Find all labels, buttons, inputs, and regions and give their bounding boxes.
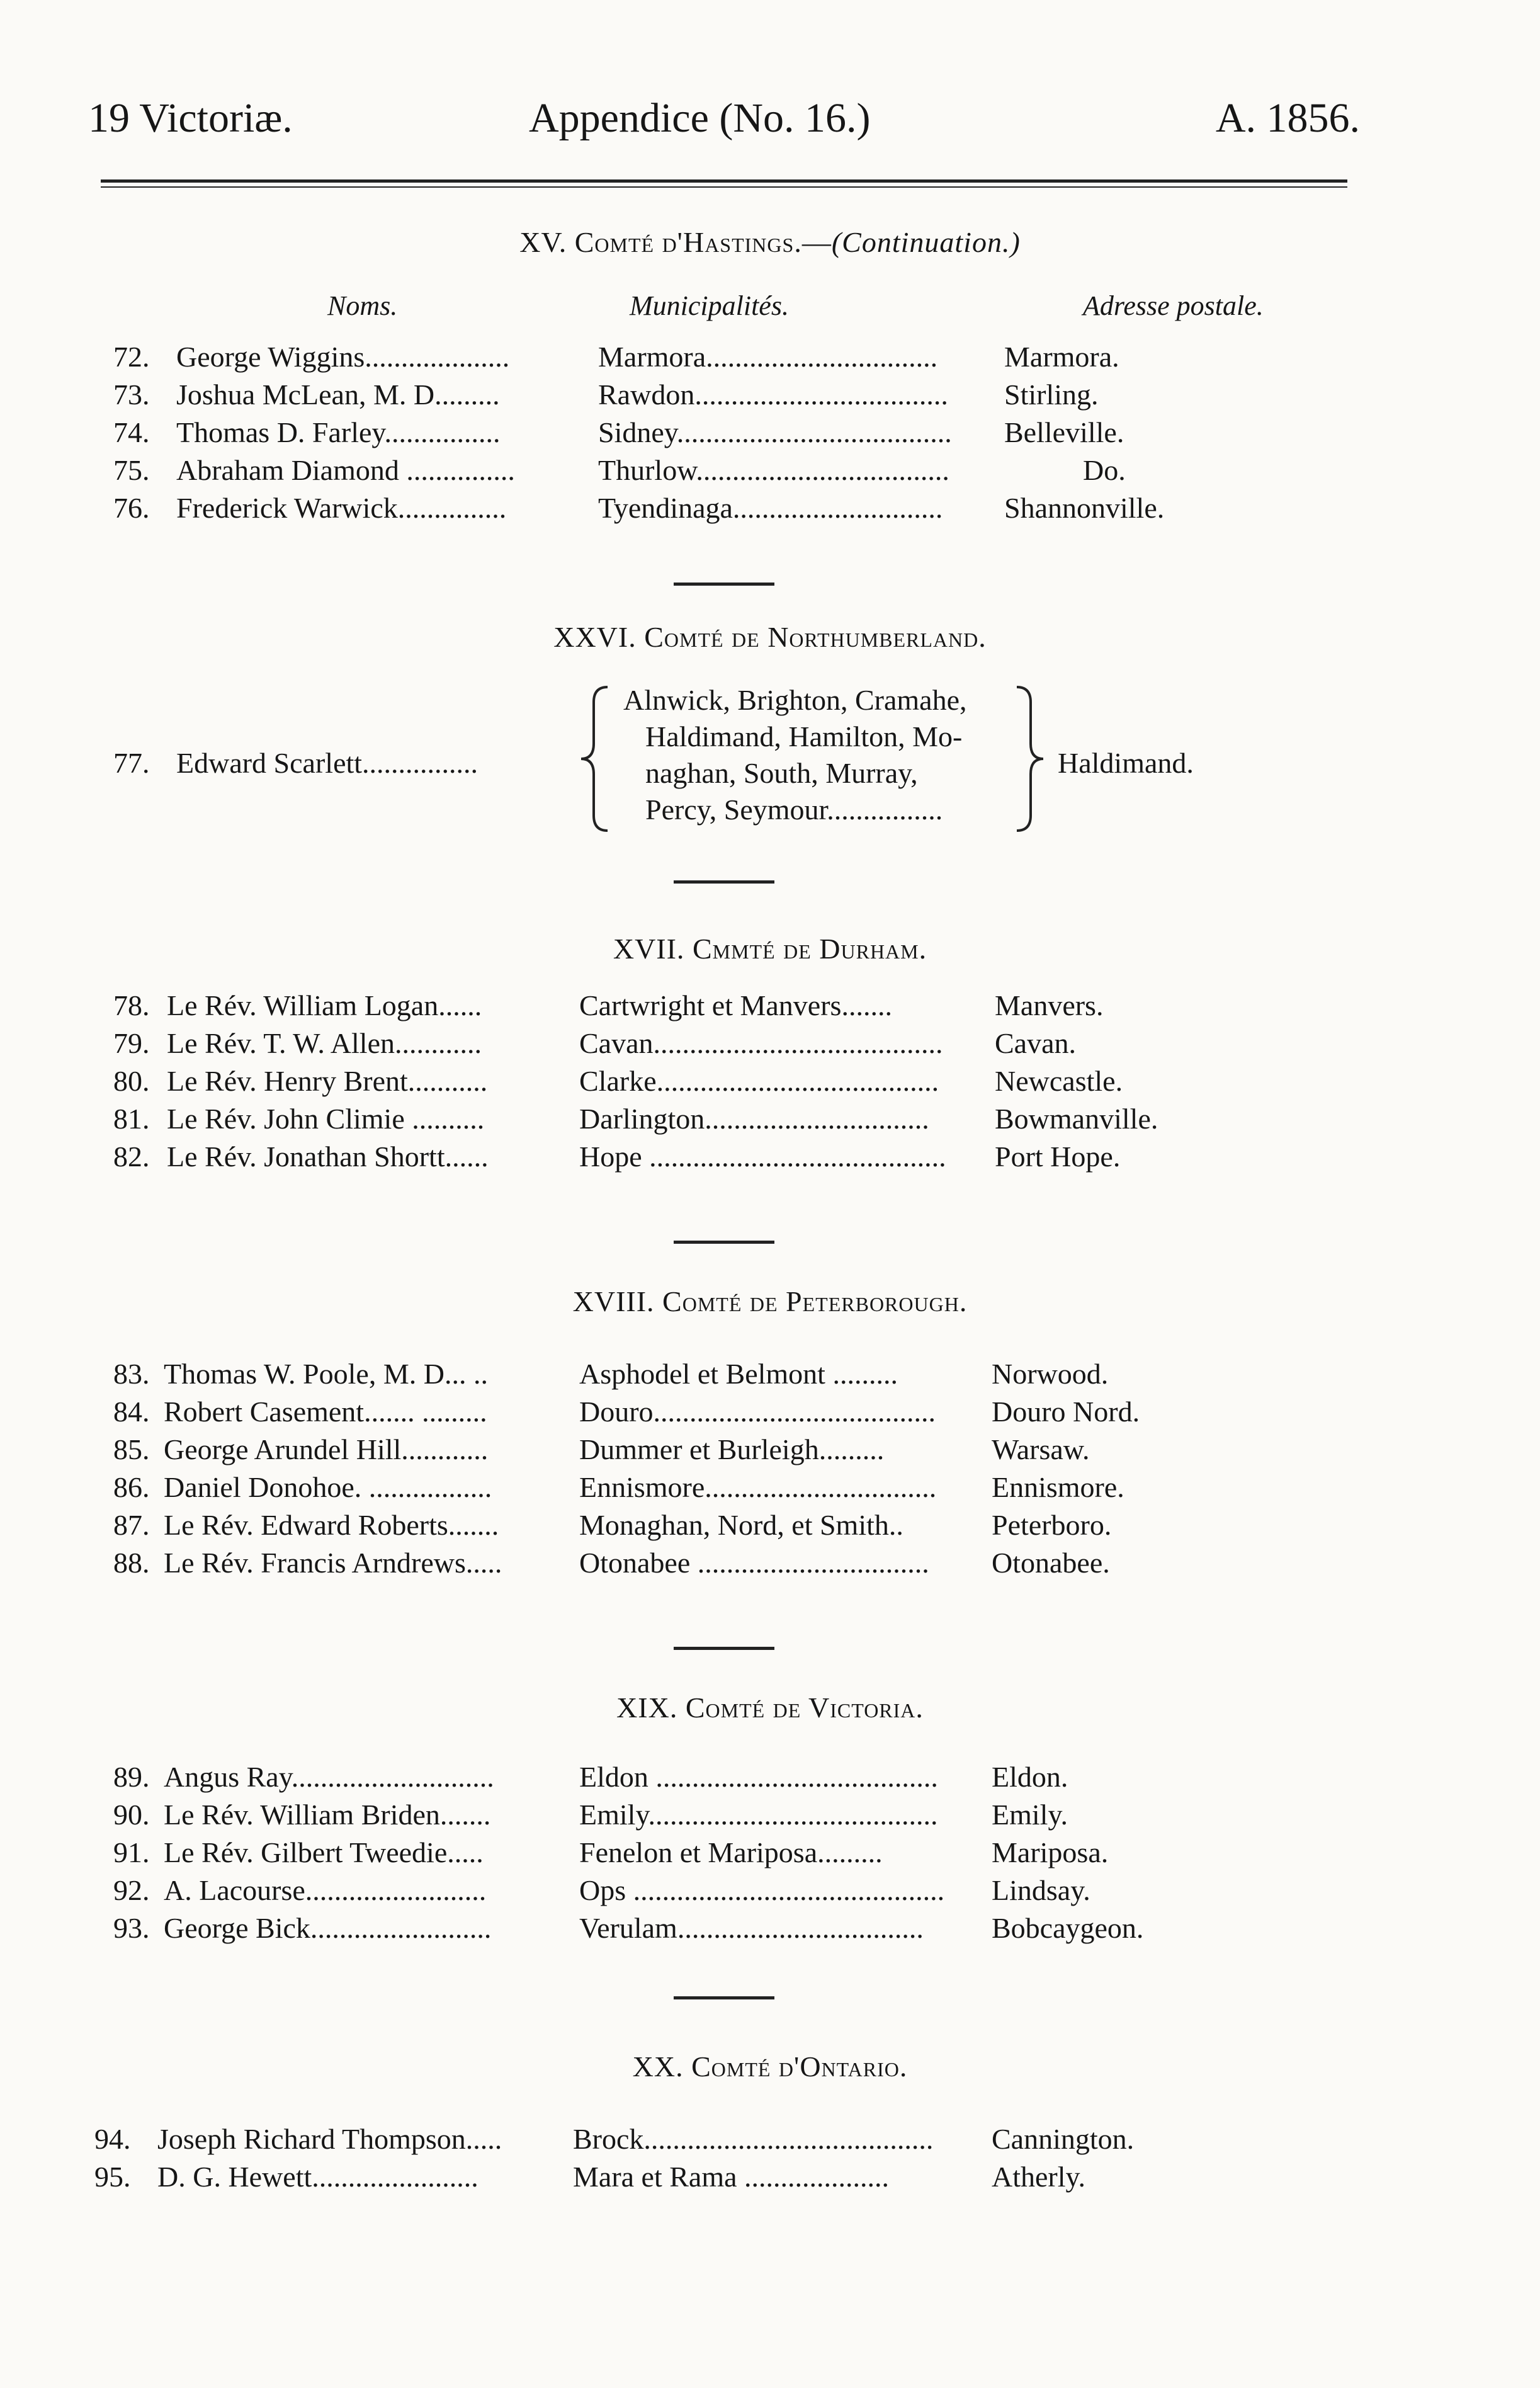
- section-title-xv: XV. Comté d'Hastings.—(Continuation.): [519, 226, 1021, 258]
- section-divider: [674, 880, 774, 884]
- table-row: 92. A. Lacourse......................... Ops ........................................... Lindsay.: [113, 1874, 1090, 1906]
- brace-entry: 77. Edward Scarlett................ Alnwick, Brighton, Cramahe, Haldimand, Hamilton, Mo- naghan, South, Murray, Percy, Seymour................ Haldimand.: [113, 683, 1373, 847]
- table-row: 91. Le Rév. Gilbert Tweedie..... Fenelon et Mariposa......... Mariposa.: [113, 1836, 1109, 1868]
- table-row: 82. Le Rév. Jonathan Shortt...... Hope ......................................... Port Hope.: [113, 1140, 1121, 1173]
- page-header: [88, 94, 1360, 151]
- table-row: 79. Le Rév. T. W. Allen............ Cavan........................................ Cavan.: [113, 1027, 1077, 1059]
- left-brace: [576, 683, 614, 834]
- section-title-xvii: XVII. Cmmté de Durham.: [613, 933, 927, 965]
- col-header-names: Noms.: [327, 290, 398, 321]
- table-row: 85. George Arundel Hill............ Dummer et Burleigh......... Warsaw.: [113, 1433, 1090, 1465]
- table-row: 94. Joseph Richard Thompson..... Brock........................................ Cannington.: [94, 2123, 1135, 2155]
- header-left: 19 Victoriæ.: [88, 95, 293, 141]
- table-row: 90. Le Rév. William Briden....... Emily........................................ Emily.: [113, 1799, 1068, 1831]
- header-rule-thin: [101, 186, 1347, 188]
- section-divider: [674, 1647, 774, 1650]
- col-header-municipalities: Municipalités.: [630, 290, 789, 321]
- table-row: 78. Le Rév. William Logan...... Cartwright et Manvers....... Manvers.: [113, 989, 1104, 1021]
- section-title-xviii: XVIII. Comté de Peterborough.: [572, 1285, 968, 1317]
- col-header-address: Adresse postale.: [1083, 290, 1264, 321]
- table-row: 86. Daniel Donohoe. ................. Ennismore................................ Ennismore.: [113, 1471, 1124, 1503]
- section-title-xix: XIX. Comté de Victoria.: [616, 1692, 924, 1724]
- table-row: 80. Le Rév. Henry Brent........... Clarke....................................... Newcastle.: [113, 1065, 1123, 1097]
- section-divider: [674, 583, 774, 586]
- table-row: 84. Robert Casement....... ......... Douro....................................... Douro Nord.: [113, 1396, 1140, 1428]
- right-brace: [1011, 683, 1048, 834]
- table-row: 83. Thomas W. Poole, M. D... .. Asphodel et Belmont ......... Norwood.: [113, 1358, 1109, 1390]
- section-title-xxvi: XXVI. Comté de Northumberland.: [553, 621, 987, 653]
- header-center: Appendice (No. 16.): [529, 95, 871, 141]
- section-divider: [674, 1996, 774, 1999]
- header-right: A. 1856.: [1215, 95, 1360, 141]
- table-row: 73. Joshua McLean, M. D......... Rawdon................................... Stirling.: [113, 378, 1099, 411]
- table-row: 81. Le Rév. John Climie .......... Darlington............................... Bowmanville.: [113, 1103, 1158, 1135]
- table-row: 75. Abraham Diamond ............... Thurlow................................... Do.: [113, 454, 1126, 486]
- table-row: 88. Le Rév. Francis Arndrews..... Otonabee ................................ Otonabee.: [113, 1547, 1110, 1579]
- table-row: 87. Le Rév. Edward Roberts....... Monaghan, Nord, et Smith.. Peterboro.: [113, 1509, 1112, 1541]
- table-row: 93. George Bick......................... Verulam.................................. Bobcaygeon.: [113, 1912, 1144, 1944]
- table-row: 95. D. G. Hewett....................... Mara et Rama .................... Atherly.: [94, 2161, 1086, 2193]
- header-rule-thick: [101, 179, 1347, 183]
- table-row: 89. Angus Ray............................ Eldon ....................................... Eldon.: [113, 1761, 1068, 1793]
- section-title-xx: XX. Comté d'Ontario.: [632, 2050, 908, 2083]
- table-row: 76. Frederick Warwick............... Tyendinaga............................. Shannonville.: [113, 492, 1165, 524]
- table-row: 74. Thomas D. Farley................ Sidney...................................... Belleville.: [113, 416, 1124, 448]
- section-divider: [674, 1241, 774, 1244]
- municipality-list: Alnwick, Brighton, Cramahe, Haldimand, Hamilton, Mo- naghan, South, Murray, Percy, Seymour................: [623, 684, 967, 826]
- table-row: 72. George Wiggins.................... Marmora................................ Marmora.: [113, 341, 1119, 373]
